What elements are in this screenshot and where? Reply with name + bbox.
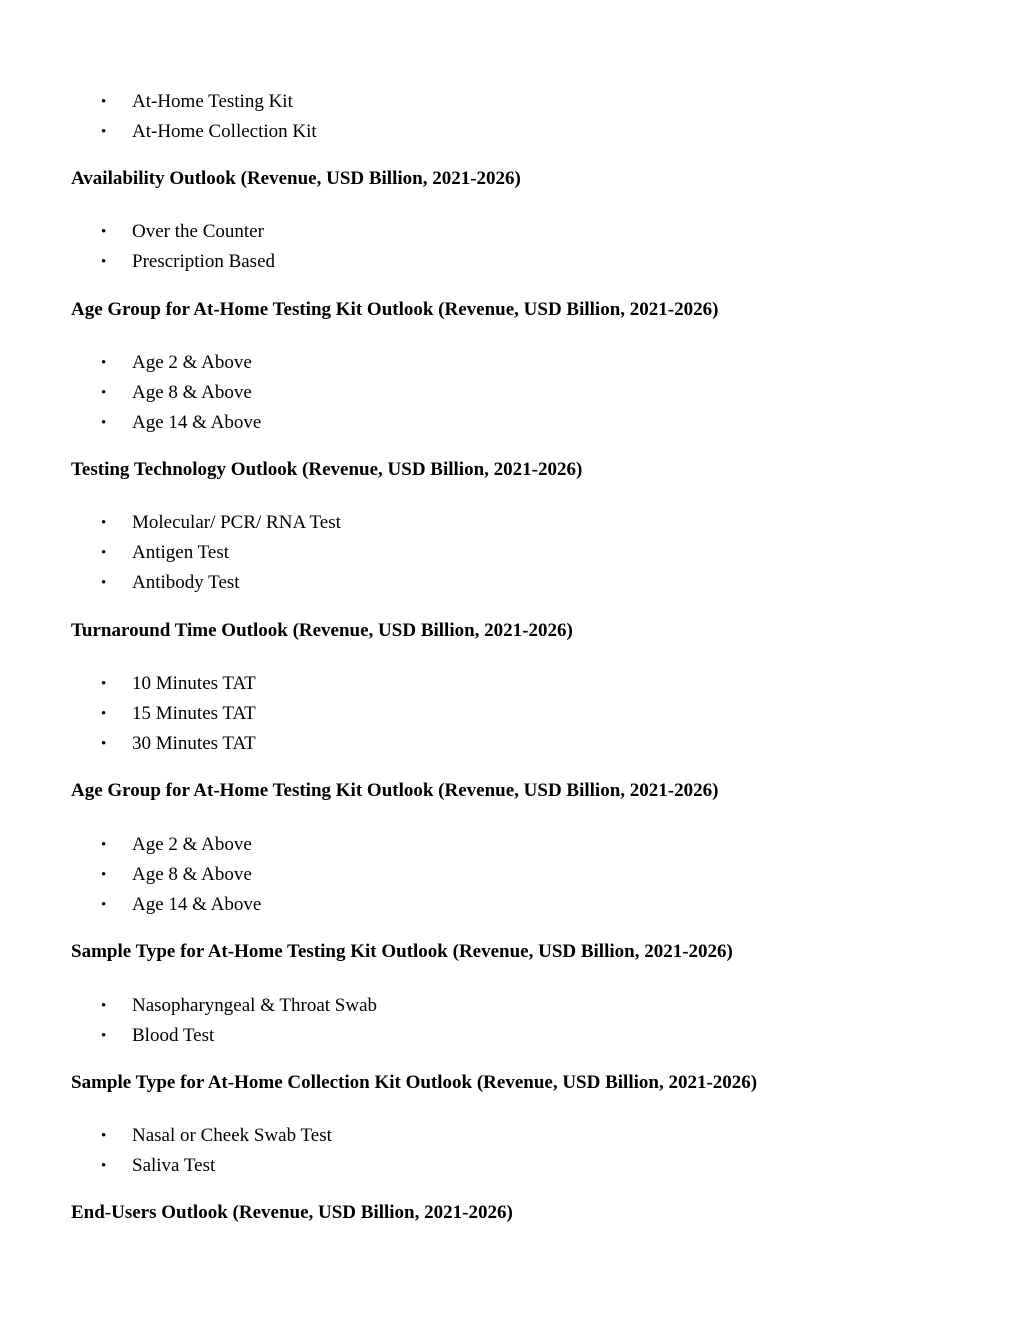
- bullet-list: [0, 669, 1024, 760]
- section-heading: Sample Type for At-Home Testing Kit Outlook (Revenue, USD Billion, 2021-2026): [71, 941, 733, 962]
- bullet-icon: •: [101, 867, 107, 884]
- list-item-text: Age 8 & Above: [132, 864, 252, 886]
- list-item-text: At-Home Collection Kit: [132, 121, 317, 143]
- list-item-text: Age 14 & Above: [132, 412, 262, 434]
- list-item: [0, 860, 1024, 890]
- bullet-icon: •: [101, 385, 107, 402]
- list-item: [0, 348, 1024, 378]
- bullet-icon: •: [101, 94, 107, 110]
- section-heading: Sample Type for At-Home Collection Kit Outlook (Revenue, USD Billion, 2021-2026): [71, 1072, 758, 1093]
- list-item: [0, 538, 1024, 568]
- bullet-icon: •: [101, 355, 107, 371]
- list-item: [0, 1151, 1024, 1181]
- list-item-text: Nasopharyngeal & Throat Swab: [132, 995, 378, 1016]
- list-item-text: Antigen Test: [132, 542, 230, 564]
- list-item-text: At-Home Testing Kit: [132, 91, 293, 112]
- bullet-icon: •: [101, 224, 107, 240]
- list-item: [0, 247, 1024, 277]
- list-item: [0, 408, 1024, 438]
- list-item: [0, 699, 1024, 729]
- list-item: [0, 508, 1024, 538]
- list-item-text: Prescription Based: [132, 251, 276, 273]
- bullet-icon: •: [101, 1028, 107, 1045]
- bullet-icon: •: [101, 415, 107, 432]
- section-heading: End-Users Outlook (Revenue, USD Billion, 2021-2026): [71, 1202, 513, 1223]
- bullet-icon: •: [101, 1158, 107, 1175]
- list-item-text: Antibody Test: [132, 572, 240, 594]
- section-heading: Age Group for At-Home Testing Kit Outlook (Revenue, USD Billion, 2021-2026): [71, 299, 719, 320]
- bullet-list: [0, 508, 1024, 599]
- bullet-icon: •: [101, 545, 107, 562]
- list-item-text: 10 Minutes TAT: [132, 673, 256, 694]
- list-item-text: Nasal or Cheek Swab Test: [132, 1125, 332, 1146]
- bullet-icon: •: [101, 676, 107, 692]
- list-item: [0, 669, 1024, 699]
- bullet-icon: •: [101, 254, 107, 271]
- list-item-text: Saliva Test: [132, 1155, 216, 1177]
- bullet-icon: •: [101, 736, 107, 753]
- list-item-text: 15 Minutes TAT: [132, 703, 256, 725]
- section-heading: Age Group for At-Home Testing Kit Outlook (Revenue, USD Billion, 2021-2026): [71, 780, 719, 801]
- bullet-list: [0, 991, 1024, 1051]
- section-heading: Testing Technology Outlook (Revenue, USD Billion, 2021-2026): [71, 459, 583, 480]
- bullet-icon: •: [101, 515, 107, 531]
- list-item: [0, 117, 1024, 147]
- list-item: [0, 378, 1024, 408]
- list-item: [0, 217, 1024, 247]
- list-item-text: Blood Test: [132, 1025, 215, 1047]
- section-heading: Availability Outlook (Revenue, USD Billion, 2021-2026): [71, 168, 521, 189]
- list-item-text: Age 2 & Above: [132, 352, 252, 373]
- bullet-list: [0, 348, 1024, 439]
- bullet-icon: •: [101, 837, 107, 853]
- bullet-icon: •: [101, 706, 107, 723]
- list-item: [0, 1121, 1024, 1151]
- bullet-icon: •: [101, 124, 107, 141]
- list-item-text: Age 14 & Above: [132, 894, 262, 916]
- bullet-icon: •: [101, 897, 107, 914]
- list-item-text: Age 2 & Above: [132, 834, 252, 855]
- bullet-icon: •: [101, 575, 107, 592]
- list-item-text: Over the Counter: [132, 221, 264, 242]
- bullet-list: [0, 87, 1024, 147]
- bullet-list: [0, 1121, 1024, 1181]
- list-item: [0, 568, 1024, 598]
- list-item-text: Age 8 & Above: [132, 382, 252, 404]
- bullet-list: [0, 217, 1024, 277]
- bullet-icon: •: [101, 1128, 107, 1144]
- list-item: [0, 991, 1024, 1021]
- bullet-icon: •: [101, 998, 107, 1014]
- list-item: [0, 729, 1024, 759]
- list-item-text: Molecular/ PCR/ RNA Test: [132, 512, 341, 533]
- list-item: [0, 890, 1024, 920]
- bullet-list: [0, 830, 1024, 921]
- list-item-text: 30 Minutes TAT: [132, 733, 256, 755]
- section-heading: Turnaround Time Outlook (Revenue, USD Billion, 2021-2026): [71, 620, 573, 641]
- list-item: [0, 87, 1024, 117]
- list-item: [0, 830, 1024, 860]
- list-item: [0, 1021, 1024, 1051]
